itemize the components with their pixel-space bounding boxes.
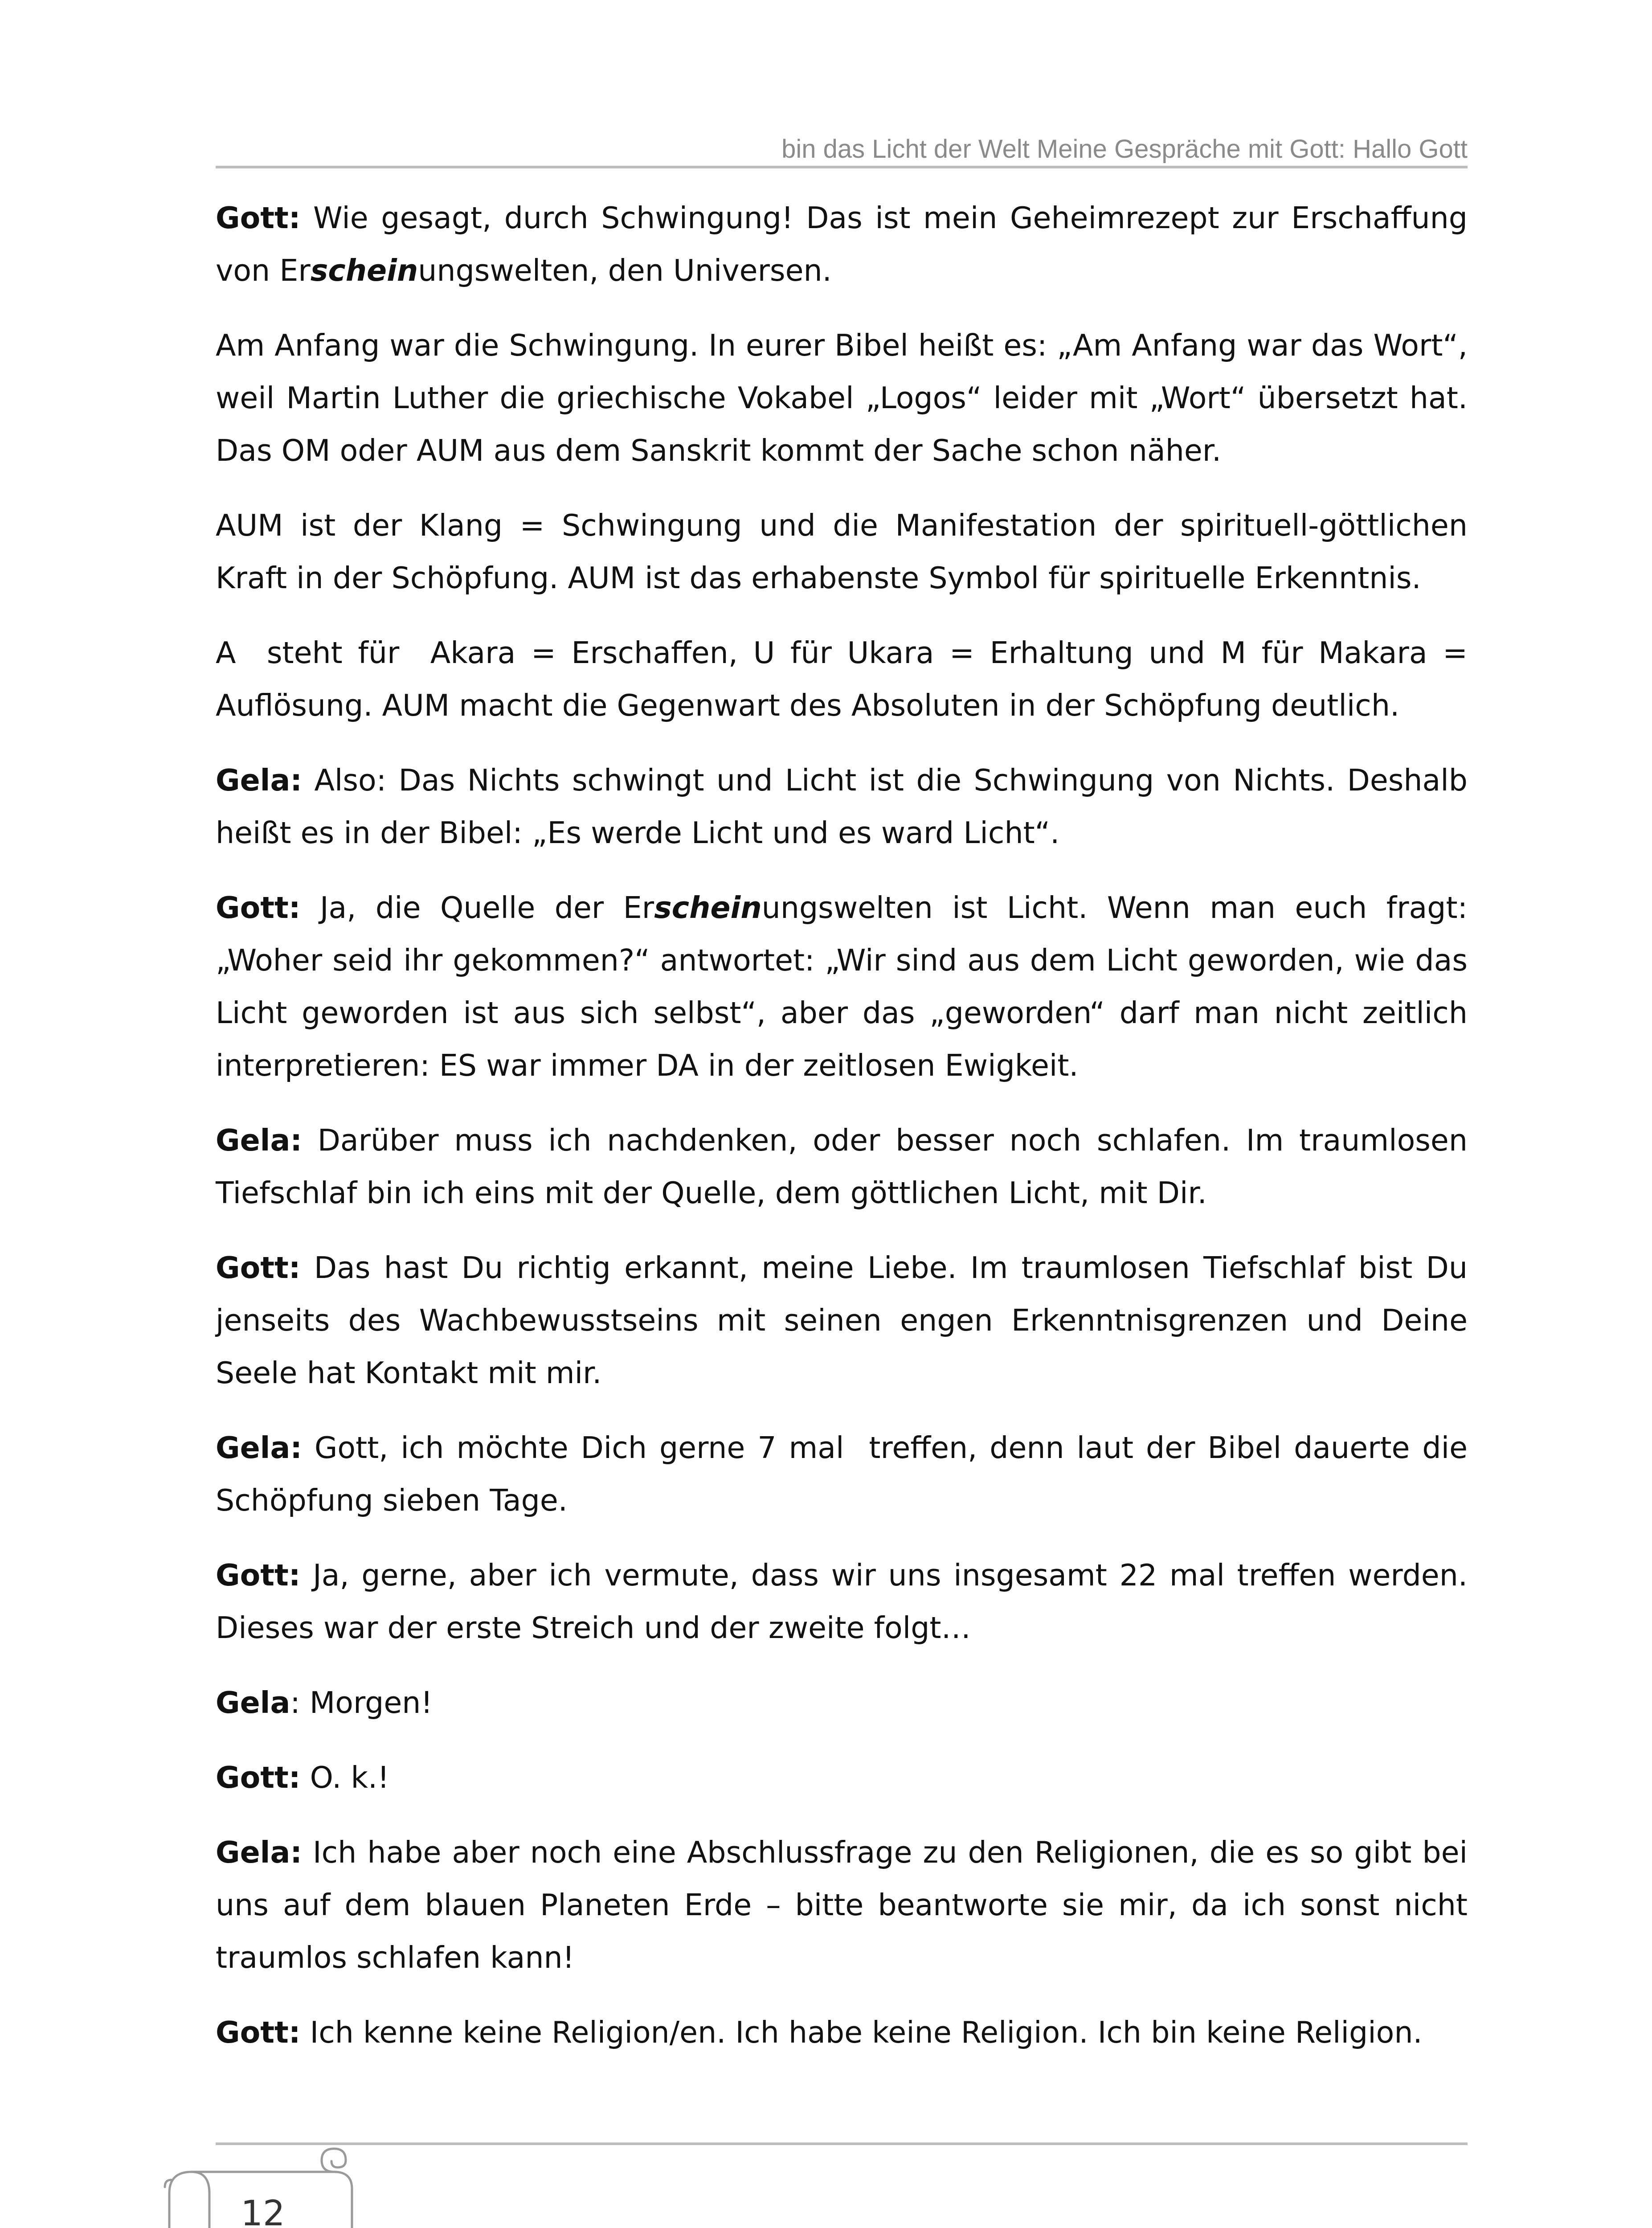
speaker-label: Gela: [216,763,302,798]
paragraph-8 [216,1241,1468,1399]
paragraph-text: Also: Das Nichts schwingt und Licht ist die Schwingung von Nichts. Deshalb heißt es in der Bibel: „Es werde Licht und es ward Licht“. [216,763,1468,850]
paragraph-text: Ich habe aber noch eine Abschlussfrage zu den Religionen, die es so gibt bei uns auf dem blauen Planeten Erde – bitte beantworte sie mir, da ich sonst nicht traumlos schlafen kann! [216,1835,1468,1975]
paragraph-text: Das hast Du richtig erkannt, meine Liebe. Im traumlosen Tiefschlaf bist Du jenseits des Wachbewusstseins mit seinen engen Erkenntnisgrenzen und Deine Seele hat Kontakt mit mir. [216,1250,1468,1390]
paragraph-text: Gott, ich möchte Dich gerne 7 mal treffen, denn laut der Bibel dauerte die Schöpfung sieben Tage. [216,1430,1477,1518]
speaker-label: Gela [216,1685,290,1720]
paragraph-14 [216,2006,1468,2059]
page-number: 12 [241,2194,285,2228]
speaker-label: Gela: [216,1123,302,1158]
header-divider [216,166,1468,168]
paragraph-10 [216,1549,1468,1654]
paragraph-text: : Morgen! [290,1685,433,1720]
speaker-label: Gott: [216,890,301,925]
paragraph-text: Darüber muss ich nachdenken, oder besser noch schlafen. Im traumlosen Tiefschlaf bin ich eins mit der Quelle, dem göttlichen Licht, mit Dir. [216,1123,1468,1210]
speaker-label: Gela: [216,1835,302,1870]
paragraph-3: AUM ist der Klang = Schwingung und die Manifestation der spirituell-göttlichen Kraft in der Schöpfung. AUM ist das erhabenste Symbol für spirituelle Erkenntnis. [216,508,1468,595]
paragraph-9 [216,1421,1477,1527]
paragraph-2: Am Anfang war die Schwingung. In eurer Bibel heißt es: „Am Anfang war das Wort“, weil Martin Luther die griechische Vokabel „Logos“ leider mit „Wort“ übersetzt hat. Das OM oder AUM aus dem Sanskrit kommt der Sache schon näher. [216,328,1468,468]
paragraph-11 [216,1676,1468,1729]
paragraph-4: A steht für Akara = Erschaffen, U für Ukara = Erhaltung und M für Makara = Auflösung. AUM macht die Gegenwart des Absoluten in der Schöpfung deutlich. [216,635,1477,723]
emphasis-text: schein [654,890,762,925]
paragraph-text: Wie gesagt, durch Schwingung! Das ist mein Geheimrezept zur Erschaffung von Er [216,201,1468,288]
paragraph-7 [216,1114,1468,1219]
speaker-label: Gela: [216,1430,302,1465]
paragraph-1 [216,192,1468,297]
paragraph-text: ungswelten ist Licht. Wenn man euch fragt: „Woher seid ihr gekommen?“ antwortet: „Wir sind aus dem Licht geworden, wie das Licht geworden ist aus sich selbst“, aber das „geworden“ darf man nicht zeitlich interpretieren: ES war immer DA in der zeitlosen Ewigkeit. [216,890,1468,1083]
emphasis-text: schein [310,253,418,288]
footer-divider [216,2142,1468,2145]
paragraph-text: Ja, gerne, aber ich vermute, dass wir uns insgesamt 22 mal treffen werden. Dieses war der erste Streich und der zweite folgt… [216,1558,1468,1645]
running-header: bin das Licht der Welt Meine Gespräche mit Gott: Hallo Gott [781,135,1468,164]
paragraph-text: ungswelten, den Universen. [418,253,832,288]
paragraph-6 [216,881,1468,1092]
speaker-label: Gott: [216,2015,301,2050]
paragraph-text: O. k.! [300,1760,389,1795]
paragraph-text: Ich kenne keine Religion/en. Ich habe keine Religion. Ich bin keine Religion. [300,2015,1423,2050]
speaker-label: Gott: [216,1250,301,1285]
paragraph-5 [216,754,1468,859]
speaker-label: Gott: [216,1760,301,1795]
speaker-label: Gott: [216,1558,301,1593]
paragraph-text: Ja, die Quelle der Er [300,890,654,925]
paragraph-12 [216,1751,1468,1804]
speaker-label: Gott: [216,201,301,235]
paragraph-13 [216,1826,1468,1984]
page-body [216,192,1477,2059]
